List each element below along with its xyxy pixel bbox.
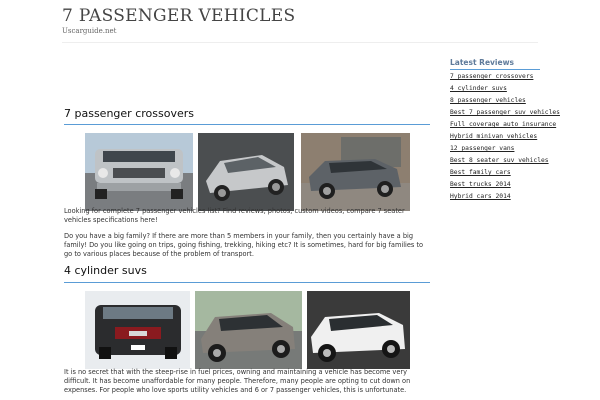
sidebar-link[interactable]: Best trucks 2014 xyxy=(450,181,511,188)
sidebar-link[interactable]: Best 8 seater suv vehicles xyxy=(450,157,549,164)
site-title[interactable]: 7 PASSENGER VEHICLES xyxy=(62,6,296,26)
sidebar-item xyxy=(450,133,560,145)
sidebar-divider xyxy=(450,69,540,70)
intro-paragraph: Looking for complete 7 passenger vehicles list? Find reviews, photos, custom videos, compare 7 seater vehicles specifications here! xyxy=(64,207,405,224)
sidebar-link[interactable]: 8 passenger vehicles xyxy=(450,97,526,104)
sidebar-item xyxy=(450,121,560,133)
body-paragraph: Do you have a big family? If there are more than 5 members in your family, then you certainly have a big family! Do you like going on trips, going fishing, trekking, hiking etc? It is sometimes, hard for big families to go to various places because of the problem of transport. xyxy=(64,232,424,258)
sidebar-link[interactable]: 7 passenger crossovers xyxy=(450,73,534,80)
sidebar-title: Latest Reviews xyxy=(450,58,514,67)
sidebar-link[interactable]: Hybrid minivan vehicles xyxy=(450,133,538,140)
grey-suv-photo[interactable] xyxy=(195,291,302,369)
sidebar-list xyxy=(450,73,560,205)
white-suv-photo[interactable] xyxy=(307,291,410,369)
sidebar-item xyxy=(450,85,560,97)
sidebar-item xyxy=(450,109,560,121)
gmc-suv-photo[interactable] xyxy=(85,291,190,369)
section-heading[interactable]: 7 passenger crossovers xyxy=(64,107,194,120)
sidebar-item xyxy=(450,193,560,205)
silver-suv-photo[interactable] xyxy=(85,133,193,211)
sidebar-item xyxy=(450,181,560,193)
sidebar-link[interactable]: 4 cylinder suvs xyxy=(450,85,507,92)
section-heading[interactable]: 4 cylinder suvs xyxy=(64,264,147,277)
sidebar-item xyxy=(450,169,560,181)
sidebar-item xyxy=(450,97,560,109)
silver-crossover-photo[interactable] xyxy=(198,133,294,211)
section-divider xyxy=(64,124,430,125)
sidebar-item xyxy=(450,157,560,169)
body-paragraph: It is no secret that with the steep-rise in fuel prices, owning and maintaining a vehicle has become very difficult. It has become unaffordable for many people. Therefore, many people are opting to cut down on expenses. For people who love sports utility vehicles and 6 or 7 passenger vehicles, this is unfortunate. xyxy=(64,368,411,394)
sidebar-item xyxy=(450,145,560,157)
header-divider xyxy=(62,42,538,43)
section-divider xyxy=(64,282,430,283)
sidebar-link[interactable]: Full coverage auto insurance xyxy=(450,121,557,128)
sidebar-link[interactable]: Best 7 passenger suv vehicles xyxy=(450,109,560,116)
site-tagline: Uscarguide.net xyxy=(62,27,117,35)
grey-crossover-photo[interactable] xyxy=(301,133,410,211)
sidebar-link[interactable]: Hybrid cars 2014 xyxy=(450,193,511,200)
sidebar-link[interactable]: Best family cars xyxy=(450,169,511,176)
sidebar-item xyxy=(450,73,560,85)
sidebar-link[interactable]: 12 passenger vans xyxy=(450,145,515,152)
